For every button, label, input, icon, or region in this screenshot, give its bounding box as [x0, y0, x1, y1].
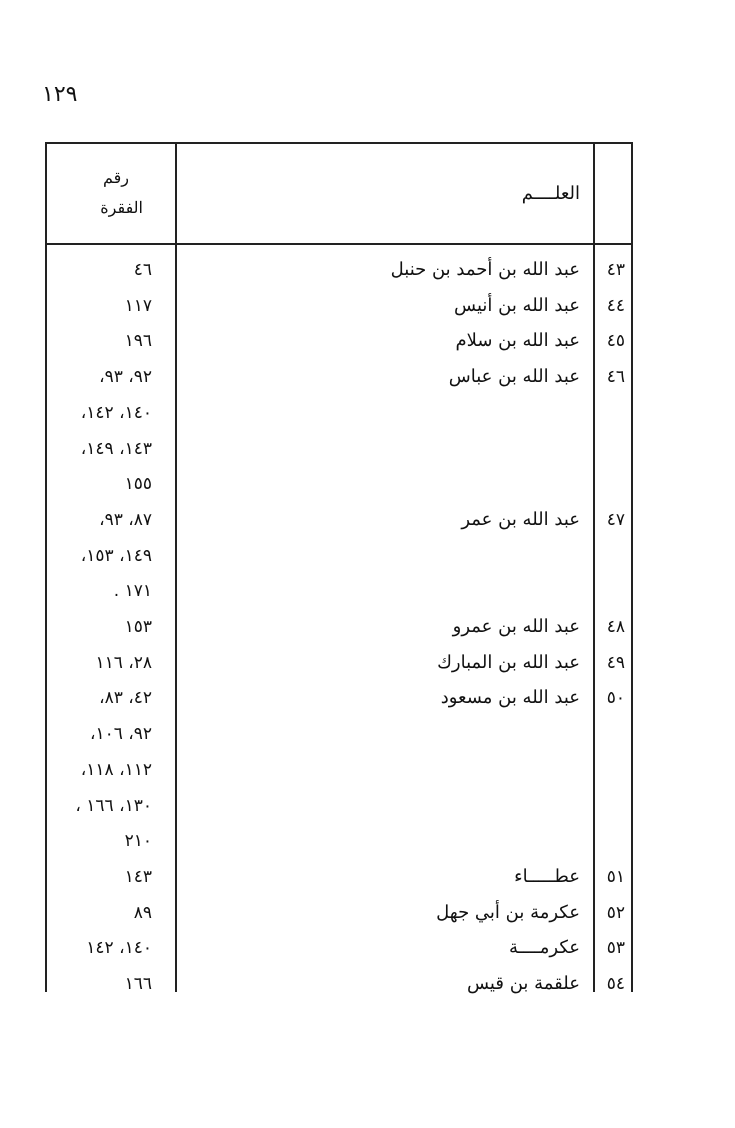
entry-name: عبد الله بن مسعود — [440, 687, 580, 708]
entry-name: عبد الله بن عمرو — [452, 616, 580, 637]
entry-number: ٥٣ — [606, 938, 625, 958]
entry-paragraph-refs: ٨٧، ٩٣، — [99, 510, 152, 530]
entry-name: عكرمة بن أبي جهل — [436, 902, 580, 923]
entry-paragraph-refs: ١٥٣ — [124, 617, 152, 637]
entry-paragraph-refs: ٢١٠ — [124, 831, 152, 851]
table-left-border — [45, 142, 47, 992]
entry-paragraph-refs: ١٧١ . — [113, 581, 152, 601]
page-number: ١٢٩ — [42, 82, 78, 107]
entry-paragraph-refs: ١٦٦ — [124, 974, 152, 994]
header-name-label: العلــــم — [521, 183, 580, 204]
entry-name: عبد الله بن المبارك — [437, 652, 580, 673]
header-ref-label-line1: رقم — [102, 168, 129, 187]
entry-name: عبد الله بن عباس — [448, 366, 580, 387]
header-ref-label-line2: الفقرة — [100, 198, 143, 217]
entry-paragraph-refs: ١٩٦ — [124, 331, 152, 351]
table-top-border — [45, 142, 632, 144]
entry-number: ٤٥ — [606, 331, 625, 351]
entry-paragraph-refs: ١٤٠، ١٤٢، — [80, 403, 152, 423]
entry-number: ٥١ — [606, 867, 625, 887]
entry-paragraph-refs: ١٤٠، ١٤٢ — [86, 938, 152, 958]
entry-number: ٥٤ — [606, 974, 625, 994]
entry-paragraph-refs: ١١٧ — [124, 296, 152, 316]
header-bottom-border — [45, 243, 632, 245]
entry-number: ٤٣ — [606, 260, 625, 280]
column-divider-num — [593, 142, 595, 992]
entry-paragraph-refs: ٩٢، ٩٣، — [99, 367, 152, 387]
entry-paragraph-refs: ٢٨، ١١٦ — [95, 653, 152, 673]
entry-name: عبد الله بن عمر — [461, 509, 580, 530]
entry-paragraph-refs: ٤٦ — [133, 260, 152, 280]
entry-paragraph-refs: ٤٢، ٨٣، — [99, 688, 152, 708]
entry-number: ٤٧ — [606, 510, 625, 530]
entry-name: عبد الله بن أنيس — [454, 295, 580, 316]
column-divider-ref — [175, 142, 177, 992]
entry-name: عكرمــــة — [509, 937, 580, 958]
entry-paragraph-refs: ١٣٠، ١٦٦ ، — [75, 796, 152, 816]
entry-name: علقمة بن قيس — [466, 973, 580, 994]
entry-paragraph-refs: ١٤٣، ١٤٩، — [80, 439, 152, 459]
entry-number: ٥٢ — [606, 903, 625, 923]
entry-name: عطـــــاء — [514, 866, 580, 887]
entry-paragraph-refs: ١٥٥ — [124, 474, 152, 494]
entry-number: ٤٦ — [606, 367, 625, 387]
entry-paragraph-refs: ١١٢، ١١٨، — [80, 760, 152, 780]
entry-name: عبد الله بن سلام — [455, 330, 580, 351]
entry-paragraph-refs: ١٤٩، ١٥٣، — [80, 546, 152, 566]
entry-number: ٤٩ — [606, 653, 625, 673]
table-right-border — [631, 142, 633, 992]
entry-number: ٥٠ — [606, 688, 625, 708]
entry-paragraph-refs: ٨٩ — [133, 903, 152, 923]
entry-name: عبد الله بن أحمد بن حنبل — [390, 259, 580, 280]
entry-number: ٤٤ — [606, 296, 625, 316]
entry-number: ٤٨ — [606, 617, 625, 637]
entry-paragraph-refs: ٩٢، ١٠٦، — [89, 724, 152, 744]
entry-paragraph-refs: ١٤٣ — [124, 867, 152, 887]
